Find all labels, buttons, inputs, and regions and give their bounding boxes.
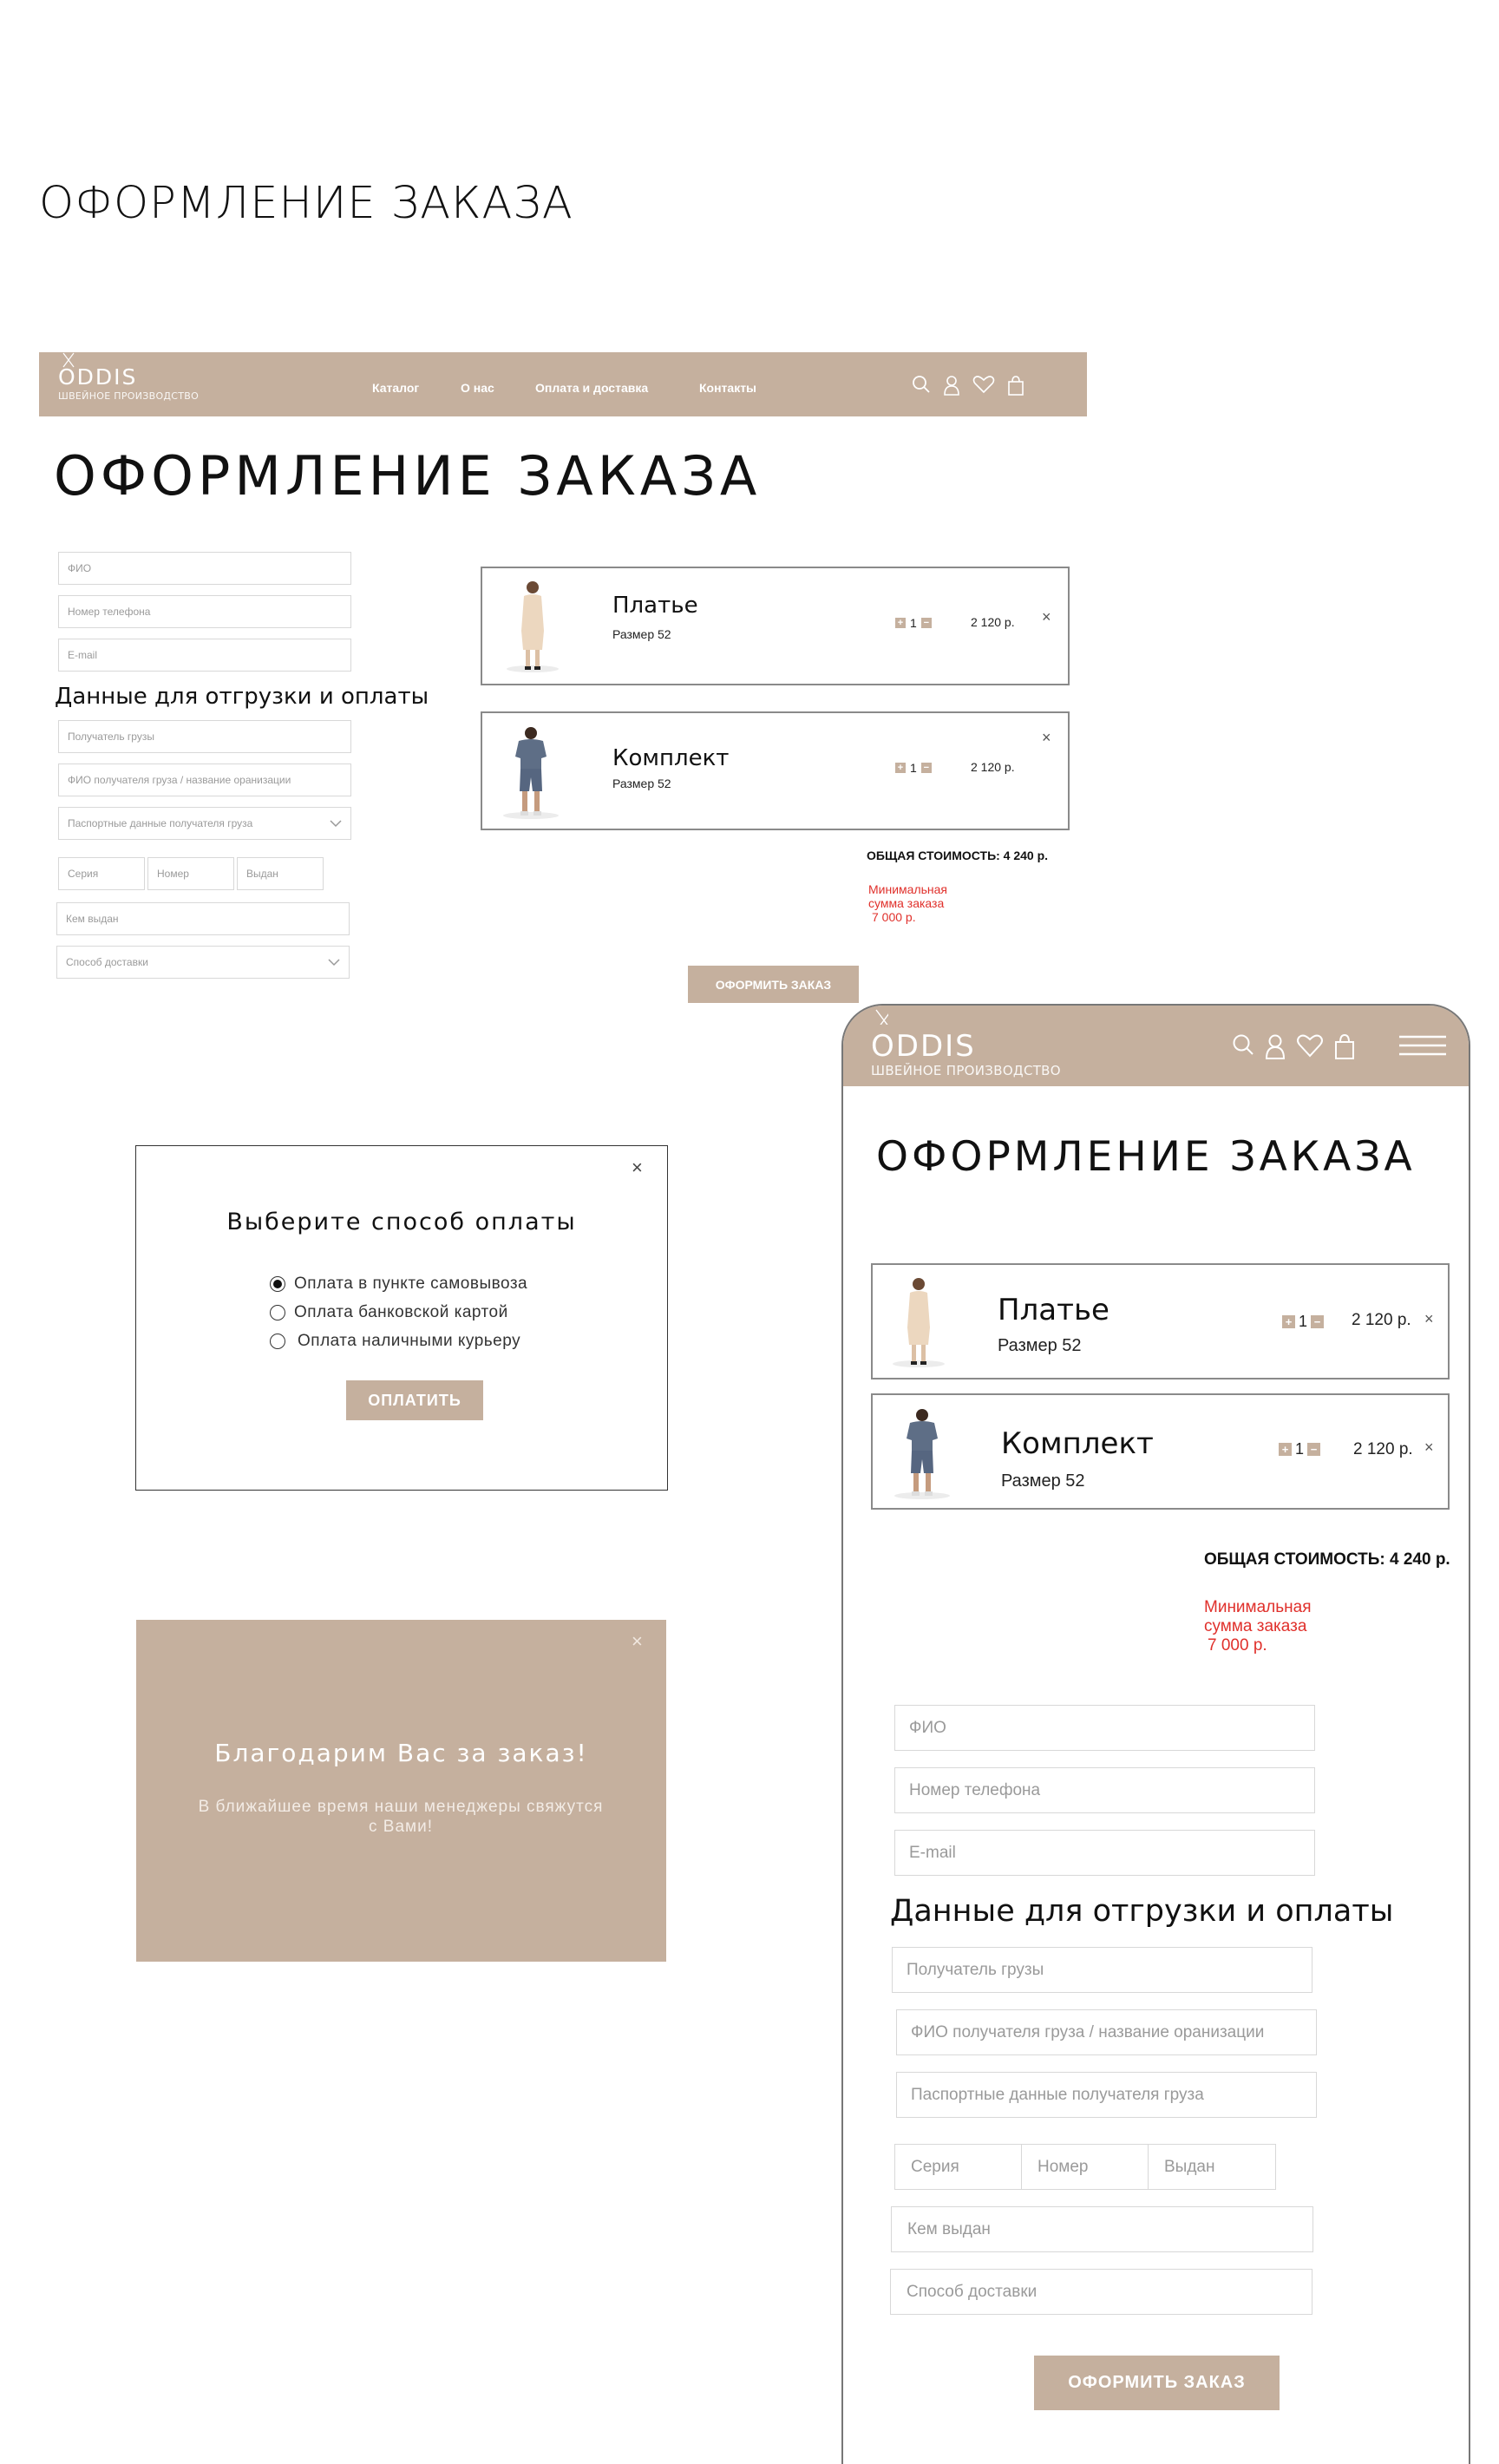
page-heading: ОФОРМЛЕНИЕ ЗАКАЗА xyxy=(39,178,573,229)
scissors-icon xyxy=(62,352,75,368)
delivery-select[interactable] xyxy=(56,946,350,979)
cart-item-size: Размер 52 xyxy=(612,777,671,790)
phone-input[interactable]: Номер телефона xyxy=(894,1767,1315,1813)
delivery-select-label: Способ доставки xyxy=(66,956,148,968)
shipping-section-title: Данные для отгрузки и оплаты xyxy=(890,1894,1394,1929)
submit-order-button[interactable]: ОФОРМИТЬ ЗАКАЗ xyxy=(1034,2356,1280,2410)
outfit-photo xyxy=(500,724,562,821)
fio-input[interactable]: ФИО xyxy=(894,1705,1315,1751)
issued-input[interactable]: Выдан xyxy=(237,857,324,890)
payment-option-card[interactable]: Оплата банковской картой xyxy=(270,1303,508,1322)
series-input[interactable]: Серия xyxy=(58,857,145,890)
thanks-modal xyxy=(136,1620,666,1962)
phone-input[interactable]: Номер телефона xyxy=(58,595,351,628)
logo-text: ODDIS xyxy=(871,1029,976,1064)
cart-item-price: 2 120 р. xyxy=(1352,1311,1411,1329)
search-icon[interactable] xyxy=(912,375,931,394)
chevron-down-icon xyxy=(328,957,340,967)
recipient-name-input[interactable]: ФИО получателя груза / название оранизации xyxy=(896,2009,1317,2055)
logo-tagline: ШВЕЙНОЕ ПРОИЗВОДСТВО xyxy=(58,390,200,402)
cart-item-price: 2 120 р. xyxy=(971,615,1015,629)
logo[interactable] xyxy=(871,1029,1061,1078)
logo-text: ODDIS xyxy=(58,364,138,390)
payment-option-cash[interactable]: Оплата наличными курьеру xyxy=(270,1332,520,1351)
cart-item-price: 2 120 р. xyxy=(971,760,1015,774)
close-icon[interactable]: × xyxy=(1042,729,1051,746)
close-icon[interactable]: × xyxy=(632,1157,643,1178)
cart-item-price: 2 120 р. xyxy=(1353,1440,1413,1458)
cart-item xyxy=(481,711,1070,830)
close-icon[interactable]: × xyxy=(632,1630,643,1652)
cart-item xyxy=(871,1263,1450,1379)
payment-modal xyxy=(135,1145,668,1491)
close-icon[interactable]: × xyxy=(1424,1310,1434,1327)
cart-item-name: Платье xyxy=(612,593,698,619)
qty-value: 1 xyxy=(1299,1313,1308,1330)
nav-contacts[interactable]: Контакты xyxy=(699,381,757,395)
close-icon[interactable]: × xyxy=(1424,1438,1434,1456)
payment-modal-title: Выберите способ оплаты xyxy=(226,1209,577,1235)
qty-value: 1 xyxy=(910,761,917,775)
cart-item-size: Размер 52 xyxy=(1001,1471,1085,1491)
desktop-checkout-title: ОФОРМЛЕНИЕ ЗАКАЗА xyxy=(54,444,762,508)
bag-icon[interactable] xyxy=(1007,375,1024,396)
cart-item-name: Комплект xyxy=(1001,1426,1154,1461)
email-input[interactable]: E-mail xyxy=(894,1830,1315,1876)
scissors-icon xyxy=(874,1009,888,1025)
order-total: ОБЩАЯ СТОИМОСТЬ: 4 240 р. xyxy=(1204,1550,1450,1569)
delivery-input[interactable]: Способ доставки xyxy=(890,2269,1312,2315)
menu-icon[interactable] xyxy=(1399,1035,1446,1056)
qty-plus-button[interactable]: + xyxy=(895,618,906,628)
qty-plus-button[interactable]: + xyxy=(1282,1315,1295,1328)
qty-minus-button[interactable]: − xyxy=(1307,1443,1320,1456)
close-icon[interactable]: × xyxy=(1042,608,1051,626)
qty-value: 1 xyxy=(910,616,917,630)
mobile-header xyxy=(843,1006,1469,1086)
bag-icon[interactable] xyxy=(1334,1033,1355,1059)
radio-icon xyxy=(270,1334,285,1349)
passport-select-label: Паспортные данные получателя груза xyxy=(68,817,253,829)
radio-selected-icon xyxy=(270,1276,285,1292)
logo-tagline: ШВЕЙНОЕ ПРОИЗВОДСТВО xyxy=(871,1063,1061,1078)
qty-plus-button[interactable]: + xyxy=(895,763,906,773)
cart-item xyxy=(481,567,1070,685)
qty-value: 1 xyxy=(1295,1440,1305,1458)
nav-catalog[interactable]: Каталог xyxy=(372,381,420,395)
issued-input[interactable]: Выдан xyxy=(1148,2144,1276,2190)
dress-photo xyxy=(888,1274,949,1369)
cart-item-name: Платье xyxy=(998,1293,1110,1327)
heart-icon[interactable] xyxy=(972,375,995,394)
passport-select[interactable] xyxy=(58,807,351,840)
nav-payment-delivery[interactable]: Оплата и доставка xyxy=(535,381,649,395)
issued-by-input[interactable]: Кем выдан xyxy=(56,902,350,935)
cart-item-size: Размер 52 xyxy=(612,627,671,641)
passport-input[interactable]: Паспортные данные получателя груза xyxy=(896,2072,1317,2118)
logo[interactable] xyxy=(58,366,199,402)
user-icon[interactable] xyxy=(1265,1033,1286,1059)
recipient-input[interactable]: Получатель грузы xyxy=(58,720,351,753)
qty-minus-button[interactable]: − xyxy=(1311,1315,1324,1328)
qty-minus-button[interactable]: − xyxy=(921,763,932,773)
cart-item-name: Комплект xyxy=(612,745,730,771)
user-icon[interactable] xyxy=(943,375,960,396)
dress-photo xyxy=(501,577,564,674)
search-icon[interactable] xyxy=(1232,1033,1254,1056)
outfit-photo xyxy=(892,1406,952,1501)
payment-option-pickup[interactable]: Оплата в пункте самовывоза xyxy=(270,1275,527,1294)
min-order-warning: Минимальная сумма заказа 7 000 р. xyxy=(1204,1598,1312,1655)
qty-plus-button[interactable]: + xyxy=(1279,1443,1292,1456)
min-order-warning: Минимальная сумма заказа 7 000 р. xyxy=(868,882,948,925)
issued-by-input[interactable]: Кем выдан xyxy=(891,2206,1313,2252)
number-input[interactable]: Номер xyxy=(1021,2144,1149,2190)
shipping-section-title: Данные для отгрузки и оплаты xyxy=(55,684,429,710)
heart-icon[interactable] xyxy=(1296,1033,1324,1058)
radio-icon xyxy=(270,1305,285,1320)
thanks-message: В ближайшее время наши менеджеры свяжутся с Вами! xyxy=(198,1798,604,1836)
recipient-input[interactable]: Получатель грузы xyxy=(892,1947,1312,1993)
order-total: ОБЩАЯ СТОИМОСТЬ: 4 240 р. xyxy=(867,849,1049,862)
nav-about[interactable]: О нас xyxy=(461,381,494,395)
pay-button[interactable]: ОПЛАТИТЬ xyxy=(346,1380,483,1420)
chevron-down-icon xyxy=(330,818,342,829)
mobile-frame xyxy=(841,1004,1470,2464)
qty-minus-button[interactable]: − xyxy=(921,618,932,628)
submit-order-button[interactable]: ОФОРМИТЬ ЗАКАЗ xyxy=(688,966,859,1003)
cart-item-size: Размер 52 xyxy=(998,1336,1082,1355)
number-input[interactable]: Номер xyxy=(147,857,234,890)
series-input[interactable]: Серия xyxy=(894,2144,1023,2190)
recipient-name-input[interactable]: ФИО получателя груза / название оранизации xyxy=(58,763,351,796)
cart-item xyxy=(871,1393,1450,1510)
fio-input[interactable]: ФИО xyxy=(58,552,351,585)
mobile-checkout-title: ОФОРМЛЕНИЕ ЗАКАЗА xyxy=(876,1133,1416,1181)
email-input[interactable]: E-mail xyxy=(58,639,351,672)
thanks-title: Благодарим Вас за заказ! xyxy=(214,1739,588,1767)
desktop-header xyxy=(39,352,1087,416)
